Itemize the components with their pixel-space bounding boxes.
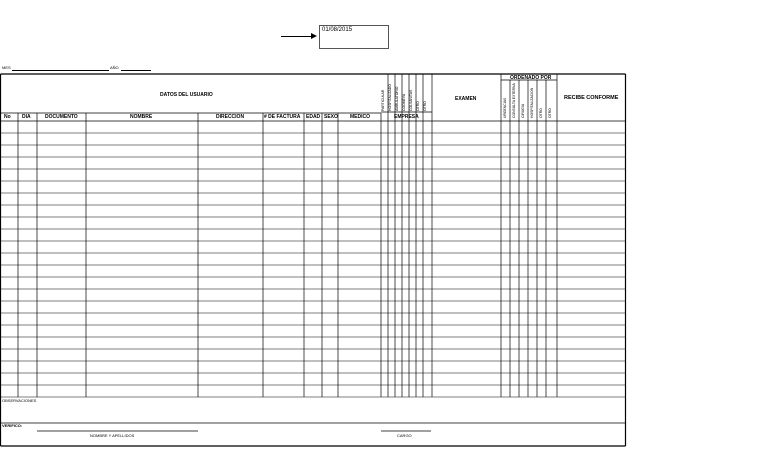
col-direccion: DIRECCION	[216, 114, 245, 120]
ordenado-col-3: CIRUGIA	[521, 103, 525, 118]
col-documento: DOCUMENTO	[45, 114, 78, 120]
col-no: No	[4, 114, 11, 120]
col-dia: DIA	[22, 114, 31, 120]
col-factura: # DE FACTURA	[264, 114, 301, 120]
col-sexo: SEXO	[324, 114, 338, 120]
col-medico: MEDICO	[350, 114, 370, 120]
empresa-col-3: AMBULATORIO	[395, 86, 399, 111]
ordenado-col-5: OTRO	[539, 108, 543, 118]
col-edad: EDAD	[306, 114, 321, 120]
empresa-col-2: HOSPITALIZADO	[388, 84, 392, 111]
anio-label: AÑO	[110, 65, 119, 70]
date-field[interactable]: 01/08/2015	[319, 25, 389, 49]
verifico-label: VERIFICO:	[2, 423, 23, 428]
ordenado-col-4: HOSPITALIZACION	[530, 87, 534, 118]
ordenado-col-6: OTRO	[548, 108, 552, 118]
datos-usuario-title: DATOS DEL USUARIO	[160, 92, 213, 98]
examen-label: EXAMEN	[455, 96, 477, 102]
observaciones-label: OBSERVACIONES	[2, 398, 37, 403]
recibe-conforme-label: RECIBE CONFORME	[564, 95, 619, 101]
col-nombre: NOMBRE	[130, 114, 153, 120]
empresa-col-7: OTRO	[423, 101, 427, 111]
empresa-label: EMPRESA	[394, 114, 419, 120]
cargo-label: CARGO	[397, 433, 412, 438]
mes-label: MES	[2, 65, 11, 70]
nombre-apellidos-label: NOMBRE Y APELLIDOS	[90, 433, 135, 438]
ordenado-por-label: ORDENADO POR	[510, 75, 552, 81]
empresa-col-6: OTRO	[416, 101, 420, 111]
ordenado-col-1: URGENCIAS	[503, 97, 507, 118]
ordenado-col-2: CONSULTA EXTERNA	[512, 83, 516, 118]
empresa-col-5: COLSANITAS	[409, 89, 413, 111]
empresa-col-4: COOMEVA	[402, 93, 406, 111]
empresa-col-1: PARTICULAR	[381, 89, 385, 111]
observaciones-field[interactable]	[0, 403, 624, 423]
